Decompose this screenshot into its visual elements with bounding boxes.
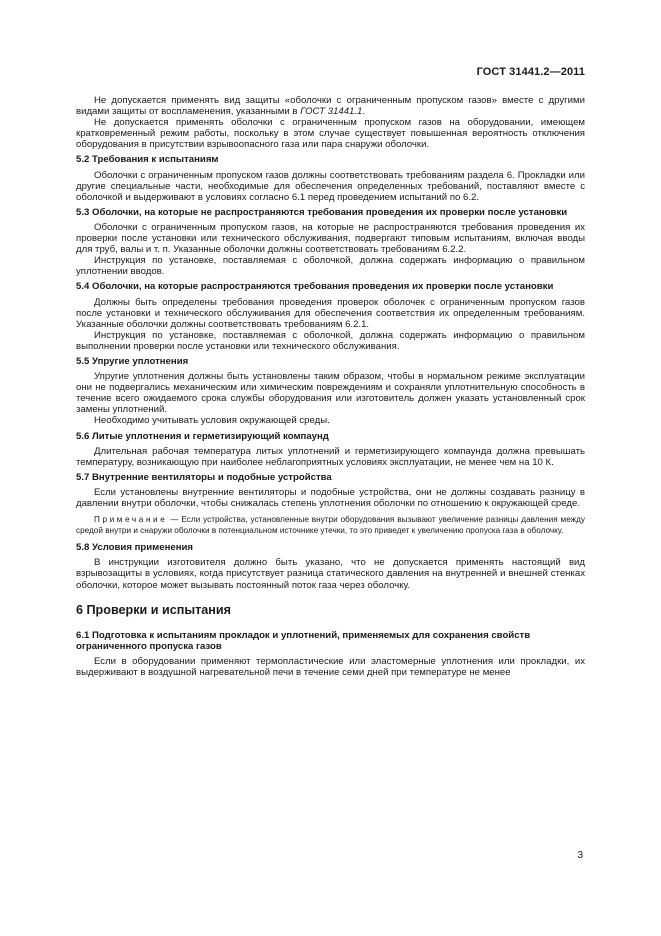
page-header-standard: ГОСТ 31441.2—2011 — [476, 66, 585, 78]
standard-reference: ГОСТ 31441.1 — [300, 106, 363, 118]
paragraph-5-1-b: Не допускается применять оболочки с ограниченным пропуском газов на оборудовании, имеющем кратковременный режим работы, поскольку в этом случае существует повышенная вероятность отключения оборудования в присутствии взрывоопасного газа или пара снаружи оболочки. — [76, 117, 585, 151]
section-5-6-heading: 5.6 Литые уплотнения и герметизирующий компаунд — [76, 430, 329, 442]
section-6-1-heading: 6.1 Подготовка к испытаниям прокладок и уплотнений, применяемых для сохранения свойств ограниченного пропуска газов — [76, 629, 531, 652]
paragraph-5-2: Оболочки с ограниченным пропуском газов должны соответствовать требованиям раздела 6. Прокладки или другие специальные части, необходимые для обеспечения определенных требований, поставляют вместе с оболочкой и выдерживают в условиях согласно 6.1 перед проведением испытаний по 6.2. — [76, 169, 585, 203]
section-5-3-heading: 5.3 Оболочки, на которые не распространяются требования проведения их проверки после установки — [76, 206, 568, 218]
section-5-4-heading: 5.4 Оболочки, на которые распространяются требования проведения их проверки после установки — [76, 281, 554, 293]
section-5-8-heading: 5.8 Условия применения — [76, 542, 193, 554]
paragraph-5-3-b: Инструкция по установке, поставляемая с оболочкой, должна содержать информацию о правильном уплотнении вводов. — [76, 255, 585, 278]
paragraph-text-end: . — [362, 106, 366, 118]
section-5-2-heading: 5.2 Требования к испытаниям — [76, 154, 219, 166]
note-text: — Если устройства, установленные внутри оборудования вызывают увеличение разницы давления между средой внутри и снаружи оболочки в потенциальном источнике утечки, то это приведет к увеличению пропуска газа в оболочку. — [76, 515, 585, 535]
page-number: 3 — [577, 850, 583, 861]
section-6-heading: 6 Проверки и испытания — [76, 602, 231, 617]
page-content — [76, 95, 585, 678]
paragraph-6-1: Если в оборудовании применяют термопластические или эластомерные уплотнения или прокладки, их выдерживают в воздушной нагревательной печи в течение семи дней при температуре не менее — [76, 655, 585, 678]
paragraph-5-6: Длительная рабочая температура литых уплотнений и герметизирующего компаунда должна превышать температуру, возникающую при наиболее неблагоприятных условиях эксплуатации, не менее чем на 10 К. — [76, 445, 585, 468]
paragraph-5-4-b: Инструкция по установке, поставляемая с оболочкой, должна содержать информацию о правильном выполнении проверки после установки или технического обслуживания. — [76, 329, 585, 352]
note-5-7 — [76, 515, 585, 536]
paragraph-5-5-b: Необходимо учитывать условия окружающей среды. — [94, 415, 330, 427]
paragraph-5-7: Если установлены внутренние вентиляторы и подобные устройства, они не должны создавать разницу в давлении внутри оболочки, чтобы снижалась степень уплотнения оболочки по отношению к окружающей среде. — [76, 486, 585, 509]
paragraph-5-1-a — [76, 95, 585, 117]
section-5-5-heading: 5.5 Упругие уплотнения — [76, 355, 189, 367]
paragraph-5-4-a: Должны быть определены требования проведения проверок оболочек с ограниченным пропуском газов после установки и технического обслуживания для обеспечения соответствия их определенным требованиям. Указанные оболочки должны соответствовать требованиям 6.2.1. — [76, 296, 585, 330]
section-5-7-heading: 5.7 Внутренние вентиляторы и подобные устройства — [76, 471, 332, 483]
paragraph-5-5-a: Упругие уплотнения должны быть установлены таким образом, чтобы в нормальном режиме эксплуатации они не подвергались механическим или химическим повреждениям и сохраняли уплотнительную способность в течение всего ожидаемого срока службы оборудования или изготовитель должен указать установленный срок замены уплотнений. — [76, 371, 585, 416]
paragraph-5-3-a: Оболочки с ограниченным пропуском газов, на которые не распространяются требования проведения их проверки после установки или технического обслуживания, подвергают типовым испытаниям, включая вводы для труб, валы и т. п. Указанные оболочки должны соответствовать требованиям 6.2.2. — [76, 221, 585, 256]
paragraph-text: Не допускается применять вид защиты «оболочки с ограниченным пропуском газов» вместе с другими видами защиты от воспламенения, указанными в — [76, 95, 585, 118]
paragraph-5-8: В инструкции изготовителя должно быть указано, что не допускается применять настоящий вид взрывозащиты в условиях, когда присутствует разница статического давления на внутренней и внешней стенках оболочки, которое может вызывать постоянный поток газа через оболочку. — [76, 557, 585, 591]
note-label: Примечание — [94, 515, 168, 525]
